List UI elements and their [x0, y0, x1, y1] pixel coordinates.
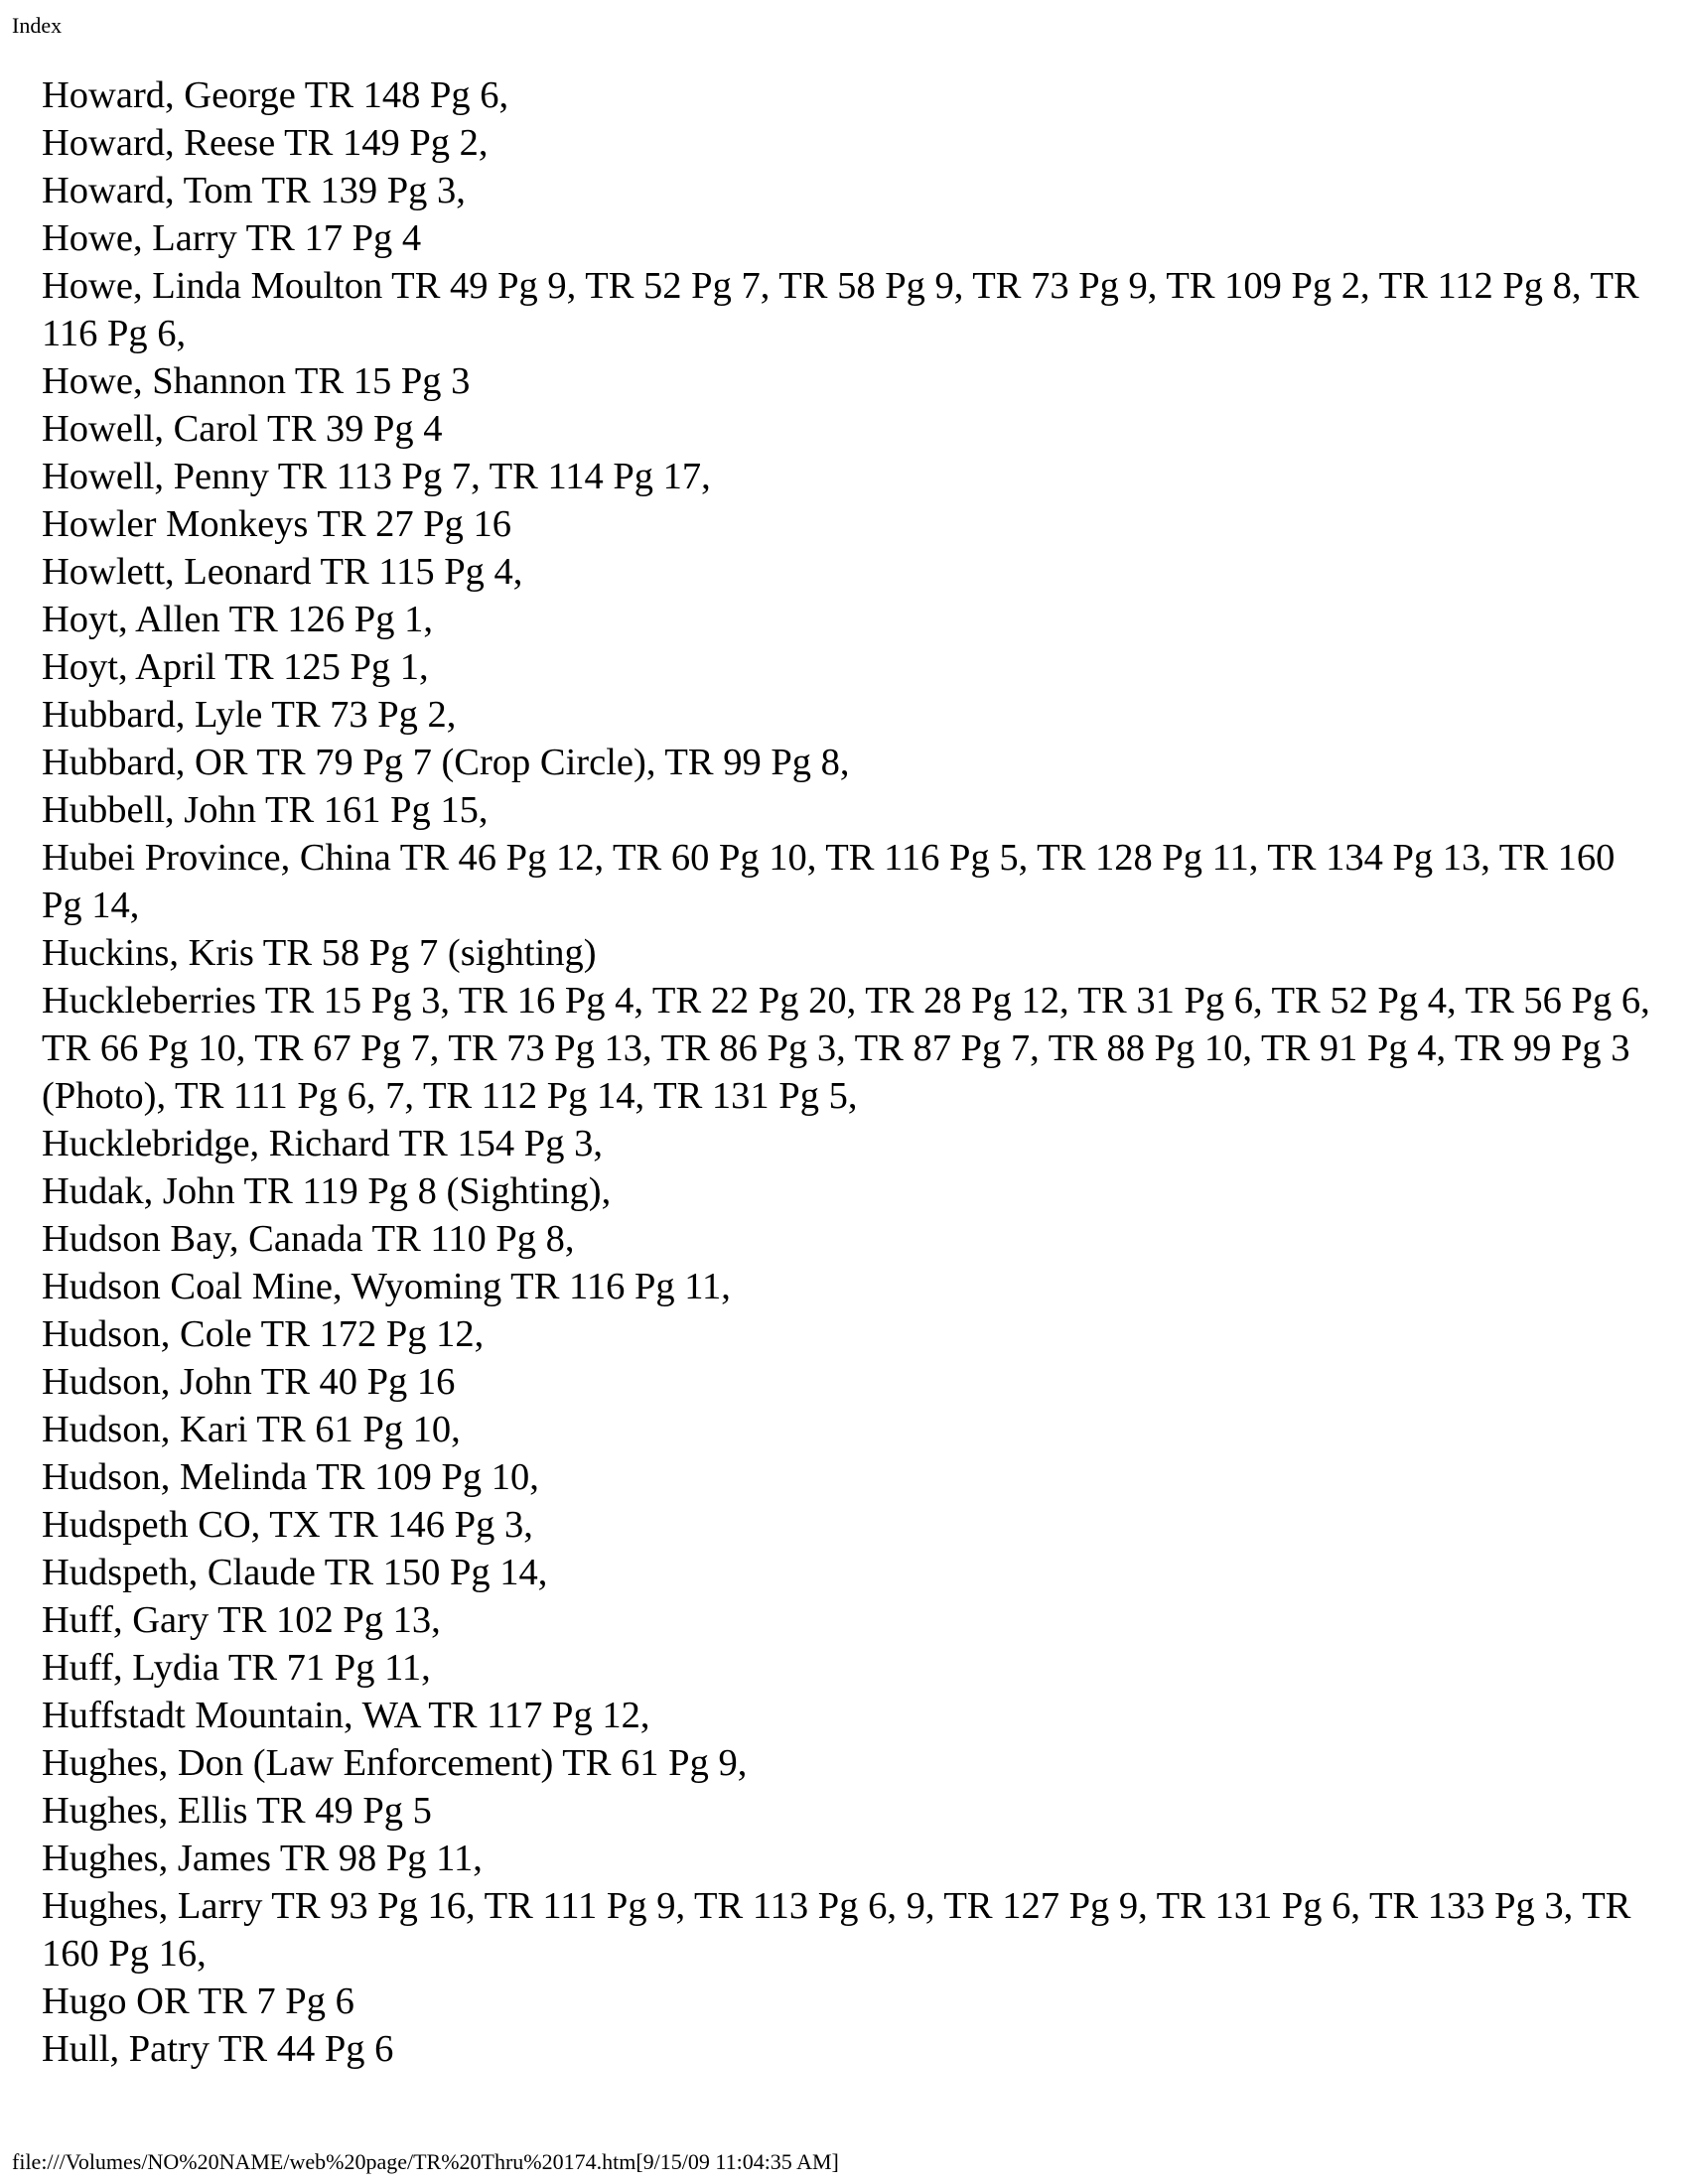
- index-entry: Howe, Larry TR 17 Pg 4: [42, 217, 422, 259]
- footer-file-path: file:///Volumes/NO%20NAME/web%20page/TR%20Thru%20174.htm[9/15/09 11:04:35 AM]: [12, 2149, 839, 2174]
- index-entry: Huffstadt Mountain, WA TR 117 Pg 12,: [42, 1695, 650, 1736]
- index-entry: Hudson Coal Mine, Wyoming TR 116 Pg 11,: [42, 1266, 731, 1307]
- index-entry: Hoyt, April TR 125 Pg 1,: [42, 646, 429, 688]
- index-entry: Hudspeth, Claude TR 150 Pg 14,: [42, 1552, 548, 1593]
- index-entry: Hughes, Ellis TR 49 Pg 5: [42, 1790, 432, 1832]
- index-entry: Hubbard, OR TR 79 Pg 7 (Crop Circle), TR 99 Pg 8,: [42, 742, 850, 783]
- index-entry: Hubei Province, China TR 46 Pg 12, TR 60 Pg 10, TR 116 Pg 5, TR 128 Pg 11, TR 134 Pg 13, TR 160 Pg 14,: [42, 837, 1616, 926]
- index-entry: Howe, Shannon TR 15 Pg 3: [42, 360, 471, 402]
- index-entry: Hudson, Cole TR 172 Pg 12,: [42, 1313, 485, 1355]
- index-entry: Huckleberries TR 15 Pg 3, TR 16 Pg 4, TR 22 Pg 20, TR 28 Pg 12, TR 31 Pg 6, TR 52 Pg 4, TR 56 Pg 6, TR 66 Pg 10, TR 67 Pg 7, TR 73 Pg 13, TR 86 Pg 3, TR 87 Pg 7, TR 88 Pg 10, TR 91 Pg 4, TR 99 Pg 3 (Photo), TR 111 Pg 6, 7, TR 112 Pg 14, TR 131 Pg 5,: [42, 980, 1650, 1117]
- index-entry: Hubbard, Lyle TR 73 Pg 2,: [42, 694, 457, 736]
- index-entry: Howe, Linda Moulton TR 49 Pg 9, TR 52 Pg 7, TR 58 Pg 9, TR 73 Pg 9, TR 109 Pg 2, TR 112 Pg 8, TR 116 Pg 6,: [42, 265, 1639, 354]
- index-list: [42, 71, 1655, 2073]
- index-entry: Hucklebridge, Richard TR 154 Pg 3,: [42, 1123, 603, 1164]
- index-entry: Howard, George TR 148 Pg 6,: [42, 74, 509, 116]
- index-entry: Howard, Tom TR 139 Pg 3,: [42, 170, 466, 211]
- index-entry: Hugo OR TR 7 Pg 6: [42, 1980, 354, 2022]
- index-entry: Hughes, Don (Law Enforcement) TR 61 Pg 9,: [42, 1742, 748, 1784]
- index-entry: Huckins, Kris TR 58 Pg 7 (sighting): [42, 932, 597, 974]
- index-entry: Hughes, Larry TR 93 Pg 16, TR 111 Pg 9, TR 113 Pg 6, 9, TR 127 Pg 9, TR 131 Pg 6, TR 133 Pg 3, TR 160 Pg 16,: [42, 1885, 1631, 1975]
- index-entry: Howard, Reese TR 149 Pg 2,: [42, 122, 489, 164]
- index-entry: Howell, Penny TR 113 Pg 7, TR 114 Pg 17,: [42, 456, 711, 497]
- index-entry: Hudson, John TR 40 Pg 16: [42, 1361, 456, 1403]
- index-entry: Hoyt, Allen TR 126 Pg 1,: [42, 599, 433, 640]
- index-entry: Hughes, James TR 98 Pg 11,: [42, 1838, 483, 1879]
- index-entry: Hudson Bay, Canada TR 110 Pg 8,: [42, 1218, 575, 1260]
- index-entry: Hubbell, John TR 161 Pg 15,: [42, 789, 489, 831]
- index-entry: Hudson, Melinda TR 109 Pg 10,: [42, 1456, 539, 1498]
- index-entry: Huff, Gary TR 102 Pg 13,: [42, 1599, 441, 1641]
- index-entry: Hudson, Kari TR 61 Pg 10,: [42, 1409, 461, 1450]
- index-entry: Howler Monkeys TR 27 Pg 16: [42, 503, 512, 545]
- page-title: Index: [12, 13, 63, 38]
- index-entry: Howell, Carol TR 39 Pg 4: [42, 408, 443, 450]
- index-entry: Howlett, Leonard TR 115 Pg 4,: [42, 551, 523, 593]
- index-entry: Hull, Patry TR 44 Pg 6: [42, 2028, 394, 2070]
- index-entry: Huff, Lydia TR 71 Pg 11,: [42, 1647, 431, 1689]
- index-entry: Hudak, John TR 119 Pg 8 (Sighting),: [42, 1170, 612, 1212]
- index-entry: Hudspeth CO, TX TR 146 Pg 3,: [42, 1504, 533, 1546]
